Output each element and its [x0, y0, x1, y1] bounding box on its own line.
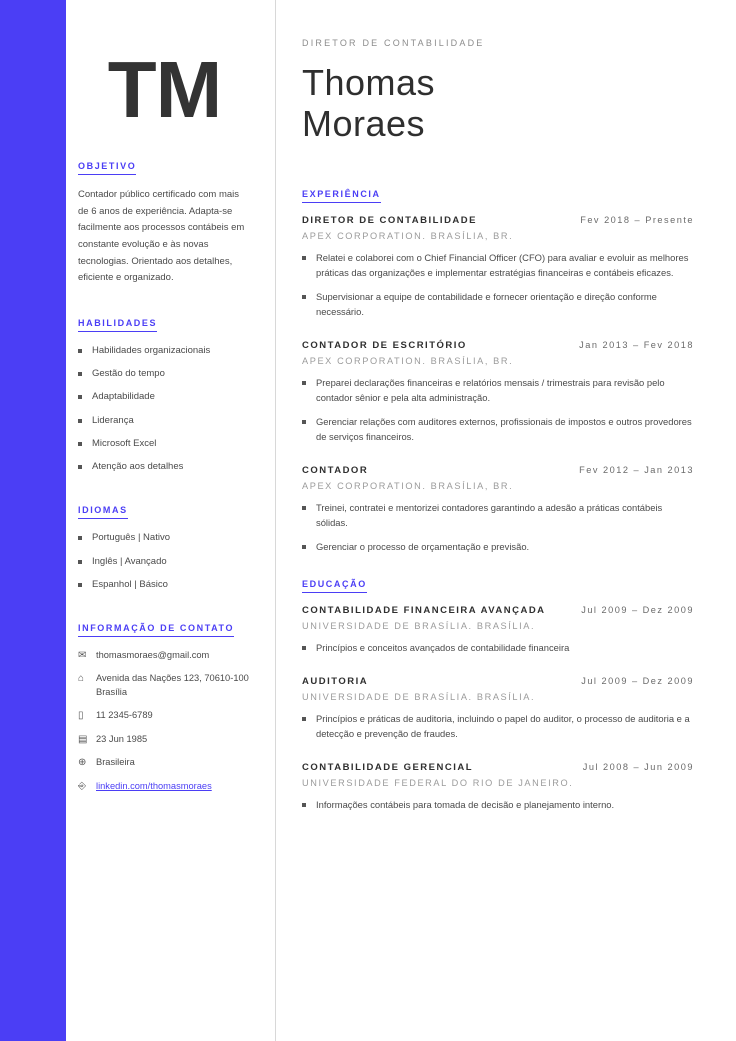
- entry-header: [302, 762, 694, 773]
- contact-heading: INFORMAÇÃO DE CONTATO: [78, 623, 234, 637]
- last-name: Moraes: [302, 103, 426, 145]
- contact-item-birthdate: [78, 733, 251, 746]
- education-heading: EDUCAÇÃO: [302, 579, 367, 593]
- list-item: Supervisionar a equipe de contabilidade e fornecer orientação e direção conforme necessário.: [302, 289, 694, 320]
- list-item: Gerenciar relações com auditores externos, profissionais de impostos e outros provedores de serviços financeiros.: [302, 414, 694, 445]
- entry-date: Jul 2009 – Dez 2009: [581, 605, 694, 616]
- entry-org: UNIVERSIDADE DE BRASÍLIA. BRASÍLIA.: [302, 621, 536, 632]
- section-skills: [78, 313, 251, 475]
- entry-duties: [302, 250, 694, 320]
- entry-duties: [302, 500, 694, 555]
- entry-org: UNIVERSIDADE DE BRASÍLIA. BRASÍLIA.: [302, 691, 536, 702]
- contact-nationality-value: Brasileira: [96, 757, 135, 768]
- skills-list: [78, 344, 251, 475]
- list-item: Preparei declarações financeiras e relatórios mensais / trimestrais para revisão pelo contador sênior e pela alta administração.: [302, 375, 694, 406]
- section-education: [302, 574, 694, 812]
- home-icon: ⌂: [78, 673, 85, 685]
- list-item: Princípios e conceitos avançados de contabilidade financeira: [302, 640, 694, 656]
- entry-org: APEX CORPORATION. BRASÍLIA, BR.: [302, 480, 514, 491]
- entry-header: [302, 215, 694, 226]
- entry-date: Jul 2009 – Dez 2009: [581, 675, 694, 686]
- entry-date: Fev 2012 – Jan 2013: [579, 464, 694, 475]
- list-item: Relatei e colaborei com o Chief Financial Officer (CFO) para avaliar e evoluir as melhores práticas das organizações e implementar estratégias financeiras e contábeis eficazes.: [302, 250, 694, 281]
- languages-list: [78, 531, 251, 592]
- entry-duties: [302, 375, 694, 445]
- list-item: Princípios e práticas de auditoria, incluindo o papel do auditor, o processo de auditoria e a detecção e prevenção de fraudes.: [302, 711, 694, 742]
- column-divider: [275, 0, 276, 1041]
- entry-date: Jan 2013 – Fev 2018: [579, 339, 694, 350]
- experience-heading: EXPERIÊNCIA: [302, 189, 381, 203]
- list-item: Treinei, contratei e mentorizei contadores garantindo a adesão a práticas contábeis sólidas.: [302, 500, 694, 531]
- objective-heading: OBJETIVO: [78, 161, 136, 175]
- contact-address-value: Avenida das Nações 123, 70610-100 Brasília: [96, 673, 249, 697]
- contact-birthdate-value: 23 Jun 1985: [96, 733, 148, 744]
- contact-phone-value: 11 2345-6789: [96, 710, 153, 721]
- list-item: Informações contábeis para tomada de decisão e planejamento interno.: [302, 797, 694, 813]
- sidebar: [66, 0, 275, 1041]
- monogram: TM: [107, 45, 222, 134]
- entry-org: APEX CORPORATION. BRASÍLIA, BR.: [302, 230, 514, 241]
- section-objective: [78, 156, 251, 287]
- accent-bar: [0, 0, 66, 1041]
- section-experience: [302, 181, 694, 555]
- education-entry: [302, 762, 694, 813]
- section-languages: [78, 500, 251, 592]
- entry-header: [302, 465, 694, 476]
- entry-header: [302, 340, 694, 351]
- contact-list: [78, 649, 251, 793]
- contact-item-nationality: [78, 756, 251, 769]
- entry-org: UNIVERSIDADE FEDERAL DO RIO DE JANEIRO.: [302, 778, 574, 788]
- contact-item-linkedin[interactable]: [78, 780, 251, 793]
- experience-entry: [302, 215, 694, 320]
- calendar-icon: ▤: [78, 733, 88, 745]
- contact-item-phone: [78, 709, 251, 722]
- main-content: [275, 0, 736, 1041]
- entry-date: Jul 2008 – Jun 2009: [582, 762, 694, 772]
- phone-icon: ▯: [78, 710, 84, 722]
- languages-heading: IDIOMAS: [78, 505, 128, 519]
- list-item: Liderança: [78, 414, 251, 428]
- list-item: Adaptabilidade: [78, 390, 251, 404]
- contact-email-value: thomasmoraes@gmail.com: [96, 650, 210, 660]
- linkedin-icon: ⎆: [78, 780, 86, 792]
- education-entry: [302, 676, 694, 742]
- education-entry: [302, 605, 694, 656]
- globe-icon: ⊕: [78, 757, 87, 769]
- list-item: Português | Nativo: [78, 531, 251, 545]
- objective-text: Contador público certificado com mais de 6 anos de experiência. Adapta-se facilmente aos processos contábeis em constante evolução e às novas tecnologias. Orientado aos detalhes, eficiente e organizado.: [78, 189, 245, 284]
- entry-duties: [302, 711, 694, 742]
- entry-title: AUDITORIA: [302, 675, 369, 687]
- entry-title: CONTABILIDADE FINANCEIRA AVANÇADA: [302, 605, 546, 617]
- entry-date: Fev 2018 – Presente: [580, 214, 694, 225]
- entry-duties: [302, 797, 694, 813]
- contact-item-email: [78, 649, 251, 662]
- experience-entry: [302, 340, 694, 445]
- skills-heading: HABILIDADES: [78, 318, 157, 332]
- list-item: Gestão do tempo: [78, 367, 251, 381]
- entry-duties: [302, 640, 694, 656]
- entry-title: CONTADOR DE ESCRITÓRIO: [302, 339, 467, 351]
- list-item: Espanhol | Básico: [78, 578, 251, 592]
- contact-item-address: [78, 672, 251, 699]
- list-item: Microsoft Excel: [78, 437, 251, 451]
- entry-header: [302, 605, 694, 616]
- envelope-icon: ✉: [78, 650, 87, 661]
- list-item: Habilidades organizacionais: [78, 344, 251, 358]
- list-item: Inglês | Avançado: [78, 555, 251, 569]
- entry-title: CONTADOR: [302, 464, 369, 476]
- list-item: Atenção aos detalhes: [78, 460, 251, 474]
- experience-entry: [302, 465, 694, 555]
- header-role: DIRETOR DE CONTABILIDADE: [302, 38, 485, 48]
- entry-org: APEX CORPORATION. BRASÍLIA, BR.: [302, 355, 514, 366]
- list-item: Gerenciar o processo de orçamentação e previsão.: [302, 539, 694, 555]
- contact-linkedin-link[interactable]: linkedin.com/thomasmoraes: [96, 780, 212, 791]
- entry-header: [302, 676, 694, 687]
- page-title: [302, 62, 694, 145]
- entry-title: CONTABILIDADE GERENCIAL: [302, 762, 474, 773]
- first-name: Thomas: [302, 62, 436, 103]
- section-contact: [78, 618, 251, 793]
- entry-title: DIRETOR DE CONTABILIDADE: [302, 214, 477, 226]
